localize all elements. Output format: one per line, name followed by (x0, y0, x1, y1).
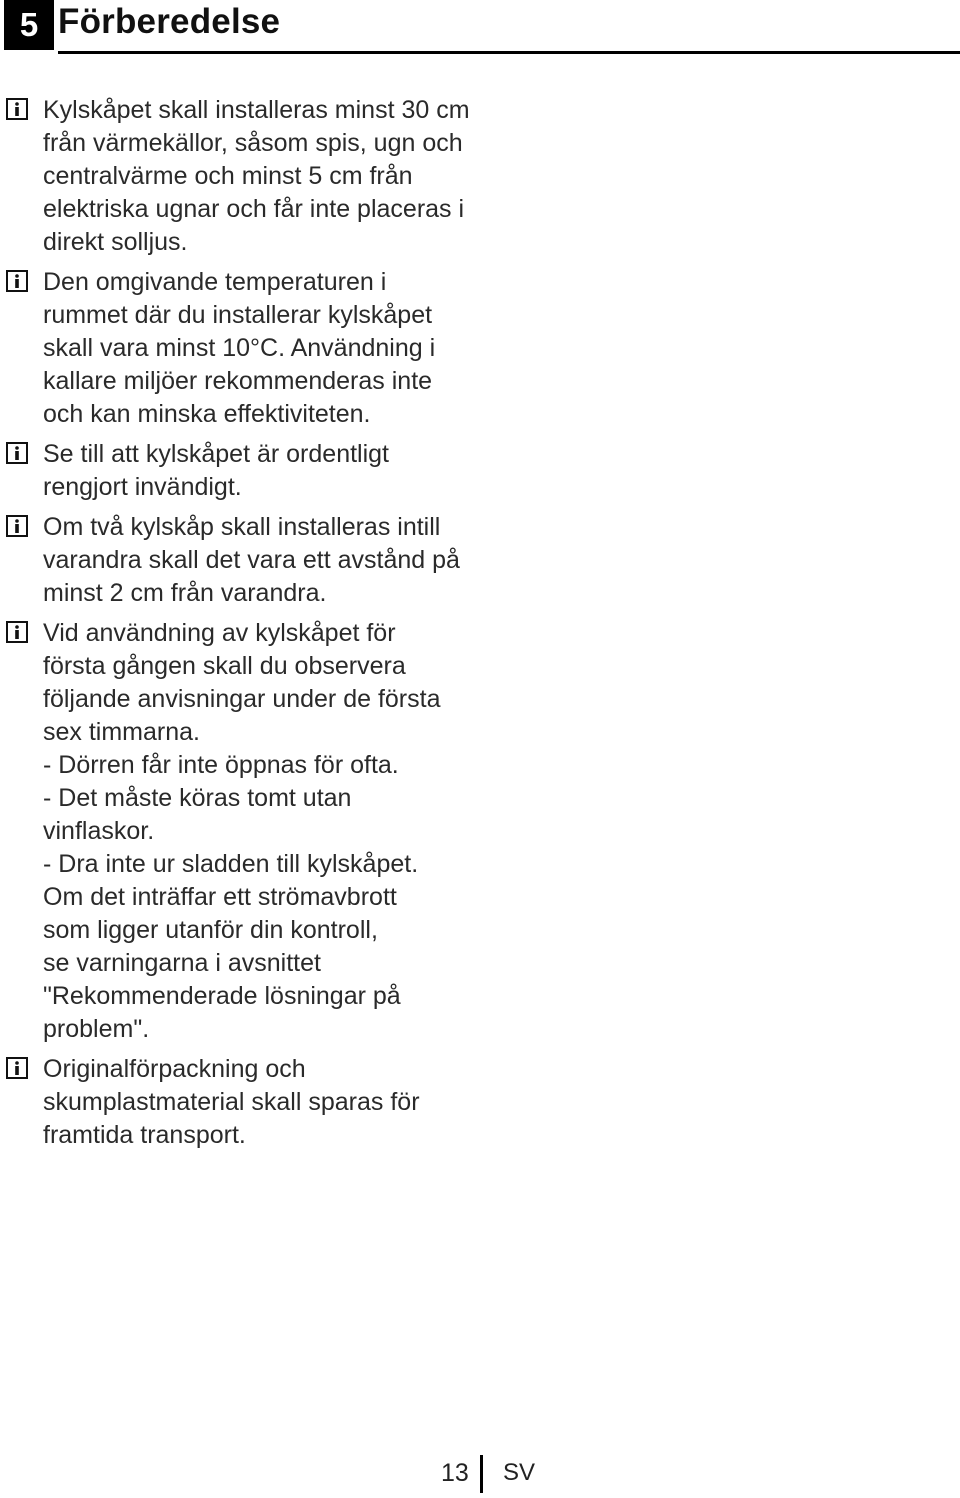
list-item (6, 617, 476, 1046)
header-rule (58, 51, 960, 54)
instruction-list (6, 94, 476, 1159)
footer-divider (480, 1455, 483, 1493)
item-text: Vid användning av kylskåpet för första gången skall du observera följande anvisningar under de första sex timmarna. - Dörren får inte öppnas för ofta. - Det måste köras tomt utan vinflaskor. - Dra inte ur sladden till kylskåpet. Om det inträffar ett strömavbrott som ligger utanför din kontroll, se varningarna i avsnittet "Rekommenderade lösningar på problem". (43, 619, 441, 1043)
info-icon (6, 1057, 28, 1079)
info-icon (6, 515, 28, 537)
list-item (6, 1053, 476, 1152)
info-icon (6, 270, 28, 292)
list-item (6, 511, 476, 610)
item-text: Se till att kylskåpet är ordentligt rengjort invändigt. (43, 440, 389, 501)
info-icon (6, 442, 28, 464)
info-icon (6, 98, 28, 120)
item-text: Originalförpackning och skumplastmaterial skall sparas för framtida transport. (43, 1055, 420, 1149)
item-text: Den omgivande temperaturen i rummet där du installerar kylskåpet skall vara minst 10°C. Användning i kallare miljöer rekommenderas inte och kan minska effektiviteten. (43, 268, 436, 428)
item-text: Kylskåpet skall installeras minst 30 cm från värmekällor, såsom spis, ugn och centralvärme och minst 5 cm från elektriska ugnar och får inte placeras i direkt solljus. (43, 96, 470, 256)
item-text: Om två kylskåp skall installeras intill varandra skall det vara ett avstånd på minst 2 cm från varandra. (43, 513, 460, 607)
list-item (6, 266, 476, 431)
page-number: 13 (441, 1459, 469, 1487)
list-item (6, 94, 476, 259)
section-header (4, 0, 960, 56)
language-code: SV (503, 1459, 536, 1486)
section-number: 5 (4, 0, 54, 50)
info-icon (6, 621, 28, 643)
section-title: Förberedelse (58, 2, 281, 41)
list-item (6, 438, 476, 504)
